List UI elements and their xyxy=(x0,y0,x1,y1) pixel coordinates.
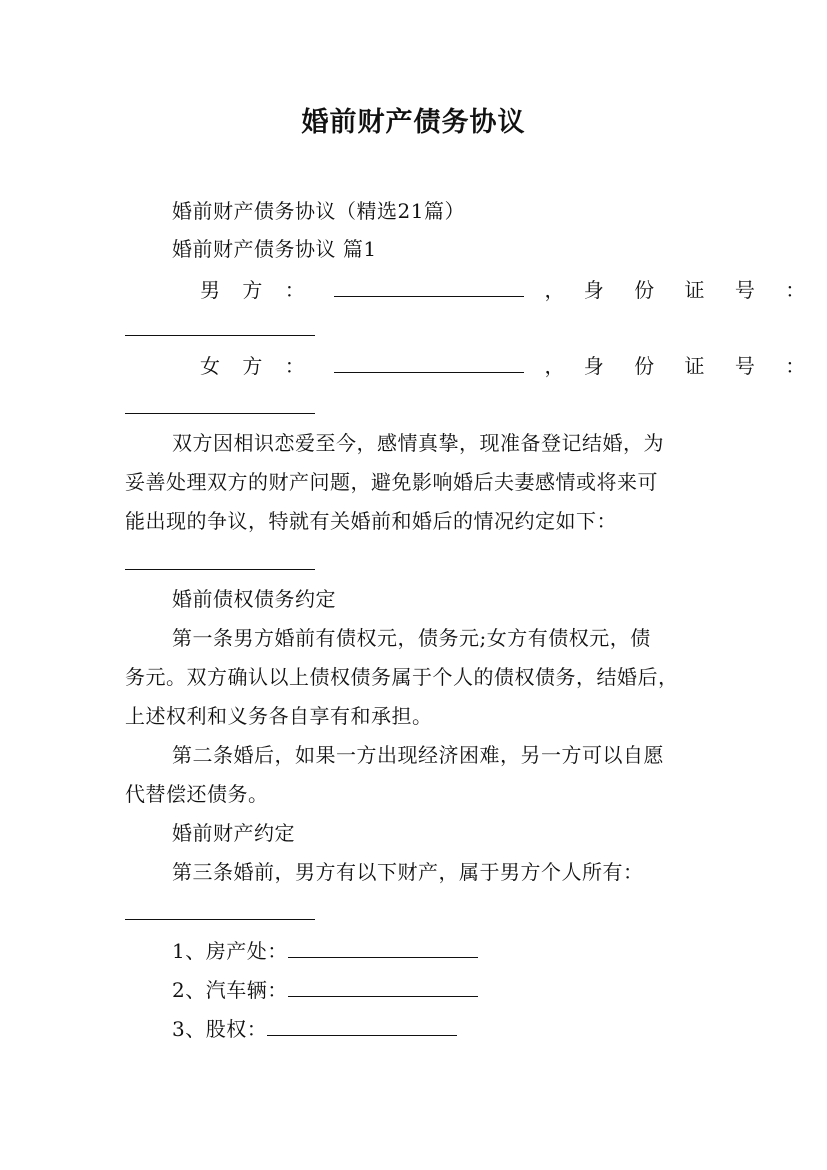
subtitle-line: 婚前财产债务协议（精选21篇） xyxy=(172,199,465,223)
male-id-label: 身 份 证 号 ： xyxy=(583,278,818,302)
article-3-line: 第三条婚前，男方有以下财产，属于男方个人所有： xyxy=(172,860,644,884)
intro-line-2: 妥善处理双方的财产问题，避免影响婚后夫妻感情或将来可 xyxy=(125,470,658,494)
item-3-blank xyxy=(267,1009,457,1036)
intro-line-1: 双方因相识恋爱至今，感情真挚，现准备登记结婚，为 xyxy=(172,431,664,455)
article-1-line-3: 上述权利和义务各自享有和承担。 xyxy=(125,704,433,728)
female-comma: ， xyxy=(544,354,565,378)
property-section-heading: 婚前财产约定 xyxy=(172,821,295,845)
item-1-label: 1、房产处： xyxy=(172,939,288,963)
article-3-blank xyxy=(125,918,315,920)
female-party-line xyxy=(200,346,818,385)
female-label: 女 方 ： xyxy=(200,354,313,378)
section-heading-1: 婚前财产债务协议 篇1 xyxy=(172,237,377,261)
male-comma: ， xyxy=(544,278,565,302)
debt-section-heading: 婚前债权债务约定 xyxy=(172,587,336,611)
item-3-line xyxy=(125,1009,750,1048)
item-3-label: 3、股权： xyxy=(172,1017,268,1041)
female-id-label: 身 份 证 号 ： xyxy=(583,354,818,378)
article-2-line-1: 第二条婚后，如果一方出现经济困难，另一方可以自愿 xyxy=(172,743,664,767)
article-2-line-2: 代替偿还债务。 xyxy=(125,782,269,806)
document-title: 婚前财产债务协议 xyxy=(301,107,526,138)
male-id-blank xyxy=(125,334,315,336)
male-label: 男 方 ： xyxy=(200,278,313,302)
item-1-line xyxy=(125,931,750,970)
item-2-blank xyxy=(288,970,478,997)
item-1-blank xyxy=(288,931,478,958)
item-2-label: 2、汽车辆： xyxy=(172,978,288,1002)
female-id-blank xyxy=(125,412,315,414)
article-1-line-1: 第一条男方婚前有债权元，债务元;女方有债权元，债 xyxy=(172,626,651,650)
female-name-blank xyxy=(334,346,524,373)
article-1-line-2: 务元。双方确认以上债权债务属于个人的债权债务，结婚后， xyxy=(125,665,679,689)
intro-line-3: 能出现的争议，特就有关婚前和婚后的情况约定如下： xyxy=(125,509,617,533)
male-name-blank xyxy=(334,270,524,297)
item-2-line xyxy=(125,970,750,1009)
intro-blank xyxy=(125,568,315,570)
male-party-line xyxy=(200,270,818,309)
